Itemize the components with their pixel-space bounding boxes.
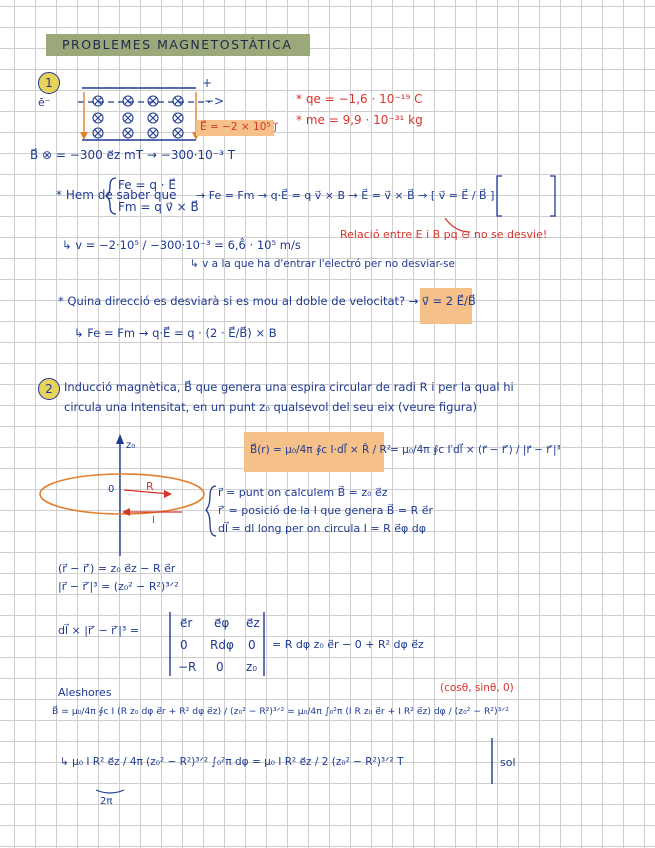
def-dl: dl⃗ = dl long per on circula I = R e⃗φ dφ <box>218 522 427 535</box>
magnetic-field-def: B⃗ ⊗ = −300 e⃗z mT → −300·10⁻³ T <box>30 148 236 162</box>
matrix-cell: e⃗z <box>246 616 260 630</box>
problem-2-number: 2 <box>38 378 60 400</box>
matrix-cell: z₀ <box>246 660 258 674</box>
matrix-cell: 0 <box>180 638 188 652</box>
matrix-cell: e⃗r <box>180 616 193 630</box>
field-integral: B⃗ = μ₀/4π ∮c I (R z₀ dφ e⃗r + R² dφ e⃗z) / (z₀² − R²)³ᐟ² = μ₀/4π ∫₀²π (I R z₀ e⃗r + I R² e⃗z) dφ / (z₀² − R²)³ᐟ² <box>52 706 509 717</box>
velocity-arrow: −> <box>204 94 225 108</box>
matrix-cell: e⃗φ <box>214 616 230 630</box>
electric-field: E⃗ = −2 × 10⁵ j⃗ <box>200 121 277 133</box>
r-difference: (r⃗ − r⃗′) = z₀ e⃗z − R e⃗r <box>58 562 176 575</box>
velocity-note: ↳ v a la que ha d'entrar l'electró per no desviar-se <box>190 258 455 270</box>
matrix-cell: Rdφ <box>210 638 234 652</box>
cross-product-rhs: = R dφ z₀ e⃗r − 0 + R² dφ e⃗z <box>272 638 424 651</box>
problem-2-statement-1: Inducció magnètica, B⃗ que genera una espira circular de radi R i per la qual hi <box>64 380 514 394</box>
biot-savart-law: B⃗(r) = μ₀/4π ∮c I·dl⃗ × R̂ / R² <box>250 444 392 456</box>
biot-savart-expanded: = μ₀/4π ∮c I′dl⃗ × (r⃗ − r⃗′) / |r⃗ − r⃗′|³ <box>390 444 561 456</box>
velocity-calc: ↳ v = −2·10⁵ / −300·10⁻³ = 6,6̂ · 10⁵ m/s <box>62 238 301 252</box>
matrix-cell: −R <box>178 660 197 674</box>
force-equality-chain: → Fe = Fm → q·E⃗ = q v⃗ × B → E⃗ = v⃗ × B⃗ → [ v⃗ = E⃗ / B⃗ ] <box>196 189 495 202</box>
relation-note: Relació entre E i B pq ⊖ no se desvie! <box>340 228 548 241</box>
deviation-answer: ↳ Fe = Fm → q·E⃗ = q · (2 · E⃗/B⃗) × B <box>74 326 277 340</box>
page-title: PROBLEMES MAGNETOSTÀTICA <box>46 34 310 56</box>
radius-label: R <box>146 480 154 493</box>
z-axis-label: z₀ <box>126 440 136 451</box>
deviation-question: * Quina direcció es desviarà si es mou al doble de velocitat? → v⃗ = 2 E⃗/B⃗ <box>58 294 476 308</box>
mass-value: * me = 9,9 · 10⁻³¹ kg <box>296 113 423 127</box>
def-r-prime: r⃗′ = posició de la I que genera B⃗ = R e⃗r <box>218 504 433 517</box>
matrix-cell: 0 <box>216 660 224 674</box>
cross-product-lhs: dl⃗ × |r⃗′ − r⃗′|³ = <box>58 624 140 637</box>
aleshores: Aleshores <box>58 686 112 699</box>
r-difference-cubed: |r⃗ − r⃗′|³ = (z₀² − R²)³ᐟ² <box>58 580 179 593</box>
magnetic-force-def: Fm = q v⃗ × B⃗ <box>118 200 199 214</box>
cos-sin-note: (cosθ, sinθ, 0) <box>440 682 514 694</box>
problem-1-number: 1 <box>38 72 60 94</box>
we-know: * Hem de saber que <box>56 188 177 202</box>
plate-plus: + <box>202 76 213 90</box>
problem-2-statement-2: circula una Intensitat, en un punt z₀ qualsevol del seu eix (veure figura) <box>64 400 478 414</box>
matrix-cell: 0 <box>248 638 256 652</box>
solution-label: sol <box>500 756 516 769</box>
def-r: r⃗ = punt on calculem B⃗ = z₀ e⃗z <box>218 486 388 499</box>
charge-value: * qe = −1,6 · 10⁻¹⁹ C <box>296 92 423 106</box>
current-label: I <box>152 515 155 526</box>
two-pi-label: 2π <box>100 796 113 807</box>
origin-label: 0 <box>108 484 115 495</box>
electric-force-def: Fe = q · E⃗ <box>118 178 176 192</box>
electron-label: ē⁻ <box>38 96 51 109</box>
final-result: ↳ μ₀ I R² e⃗z / 4π (z₀² − R²)³ᐟ² ∫₀²π dφ = μ₀ I R² e⃗z / 2 (z₀² − R²)³ᐟ² T <box>60 756 404 768</box>
